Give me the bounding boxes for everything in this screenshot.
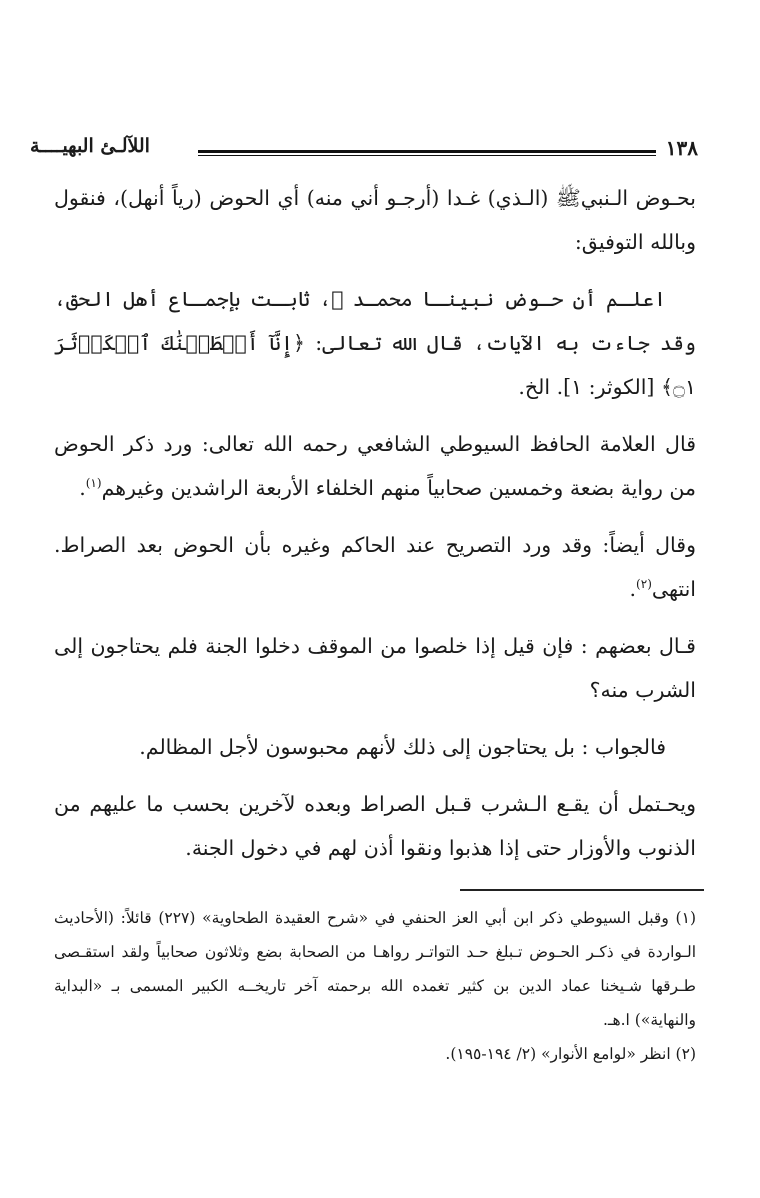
paragraph: قـال بعضهم : فإن قيل إذا خلصوا من الموقف دخلوا الجنة فلم يحتاجون إلى الشرب منه؟: [54, 634, 696, 702]
paragraph: ويحـتمل أن يقـع الـشرب قـبل الصراط وبعده لآخرين بحسب ما عليهم من الذنوب والأوزار حتى إذا هذبوا ونقوا أذن لهم في دخول الجنة.: [54, 792, 696, 860]
footnote-ref: (٢): [636, 577, 652, 592]
footnote-ref: (١): [85, 476, 102, 491]
paragraph: بحـوض الـنبيﷺ (الـذي) غـدا (أرجـو أني منه) أي الحوض (رياً أنهل)، فنقول وبالله التوفيق:: [54, 186, 696, 254]
book-title: اللآلـئ البهيــــة: [30, 135, 150, 157]
paragraph: [54, 523, 696, 611]
paragraph-end: .: [79, 476, 86, 500]
paragraph: اعلـم أن حـوض نبينـا محمـد ﷺ، ثابـت بإجمـاع أهل الحق، وقد جاءت به الآيات، قال الله تعالى: ﴿إِنَّآ أَعۡطَيۡنَٰكَ ٱلۡكَوۡثَرَ ۝١﴾ [الكوثر: ١]. الخ.: [54, 287, 696, 399]
footnotes: [54, 901, 696, 1071]
paragraph-text: وقال أيضاً: وقد ورد التصريح عند الحاكم وغيره بأن الحوض بعد الصراط. انتهى: [54, 533, 696, 601]
paragraph-end: .: [629, 577, 637, 601]
page-header: [30, 135, 698, 168]
paragraph: [54, 422, 696, 510]
footnote-divider: [460, 889, 704, 891]
paragraph-text: قال العلامة الحافظ السيوطي الشافعي رحمه الله تعالى: ورد ذكر الحوض من رواية بضعة وخمسين صحابياً منهم الخلفاء الأربعة الراشدين وغيرهم: [54, 432, 696, 500]
main-text: [54, 176, 696, 883]
footnote: (١) وقبل السيوطي ذكر ابن أبي العز الحنفي في «شرح العقيدة الطحاوية» (٢٢٧) قائلاً: (الأحاديث الـواردة في ذكـر الحـوض تـبلغ حـد التواتـر رواهـا من الصحابة بضع وثلاثون صحابياً ولقد استقـصى طـرقها شـيخنا عماد الدين بن كثير تغمده الله برحمته آخر تاريخــه الكبير المسمى بـ «البداية والنهاية») ا.هـ.: [54, 909, 696, 1029]
footnote: (٢) انظر «لوامع الأنوار» (٢/ ١٩٤-١٩٥).: [445, 1045, 696, 1063]
header-rule: [198, 150, 656, 156]
page-number: ١٣٨: [665, 136, 698, 160]
paragraph: فالجواب : بل يحتاجون إلى ذلك لأنهم محبوسون لأجل المظالم.: [139, 735, 666, 759]
